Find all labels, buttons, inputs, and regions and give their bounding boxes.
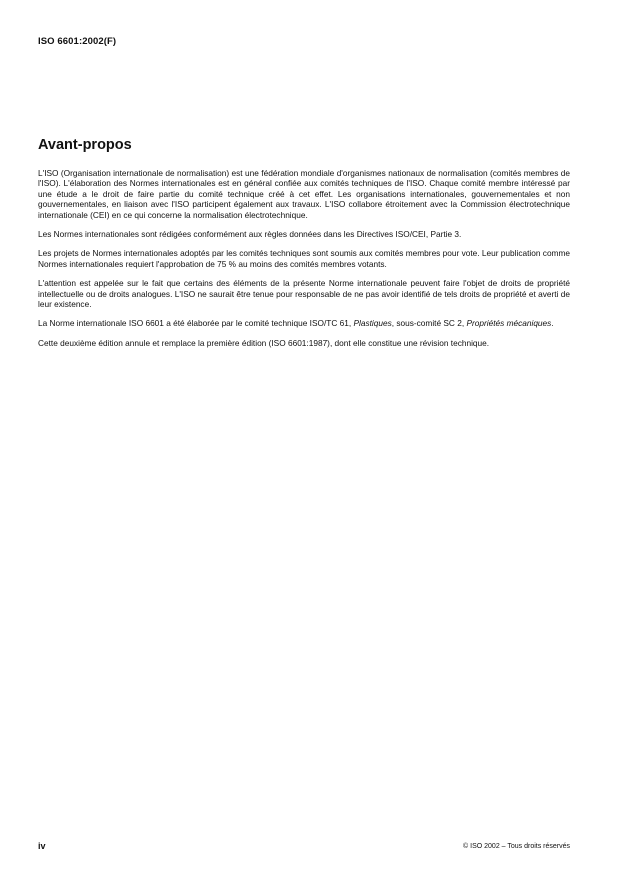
document-code: ISO 6601:2002(F): [38, 36, 117, 47]
committee-text-1: La Norme internationale ISO 6601 a été élaborée par le comité technique ISO/TC 61,: [38, 318, 354, 329]
paragraph-committee: [38, 318, 570, 328]
paragraph-edition: Cette deuxième édition annule et remplace la première édition (ISO 6601:1987), dont elle constitue une révision technique.: [38, 337, 490, 348]
paragraph-voting: Les projets de Normes internationales adoptés par les comités techniques sont soumis aux comités membres pour vote. Leur publication comme Normes internationales requiert l'approbation de 75 % au moins des comités membres votants.: [38, 248, 570, 269]
page-number: iv: [38, 841, 46, 851]
paragraph-iso-organisation: L'ISO (Organisation internationale de normalisation) est une fédération mondiale d'organismes nationaux de normalisation (comités membres de l'ISO). L'élaboration des Normes internationales est en général confiée aux comités techniques de l'ISO. Chaque comité membre intéressé par une étude a le droit de faire partie du comité technique créé à cet effet. Les organisations internationales, gouvernementales et non gouvernementales, en liaison avec l'ISO participent également aux travaux. L'ISO collabore étroitement avec la Commission électrotechnique internationale (CEI) en ce qui concerne la normalisation électrotechnique.: [38, 168, 570, 220]
section-title: Avant-propos: [38, 137, 132, 153]
committee-mechanical-properties: Propriétés mécaniques: [466, 318, 552, 329]
paragraph-directives: Les Normes internationales sont rédigées conformément aux règles données dans les Directives ISO/CEI, Partie 3.: [38, 229, 462, 240]
committee-plastics: Plastiques: [353, 318, 392, 329]
foreword-body: [38, 168, 570, 357]
paragraph-patent-rights: L'attention est appelée sur le fait que certains des éléments de la présente Norme internationale peuvent faire l'objet de droits de propriété intellectuelle ou de droits analogues. L'ISO ne saurait être tenue pour responsable de ne pas avoir identifié de tels droits de propriété et averti de leur existence.: [38, 278, 570, 310]
committee-text-3: .: [551, 318, 554, 329]
copyright-notice: © ISO 2002 – Tous droits réservés: [463, 843, 570, 850]
committee-text-2: , sous-comité SC 2,: [391, 318, 467, 329]
